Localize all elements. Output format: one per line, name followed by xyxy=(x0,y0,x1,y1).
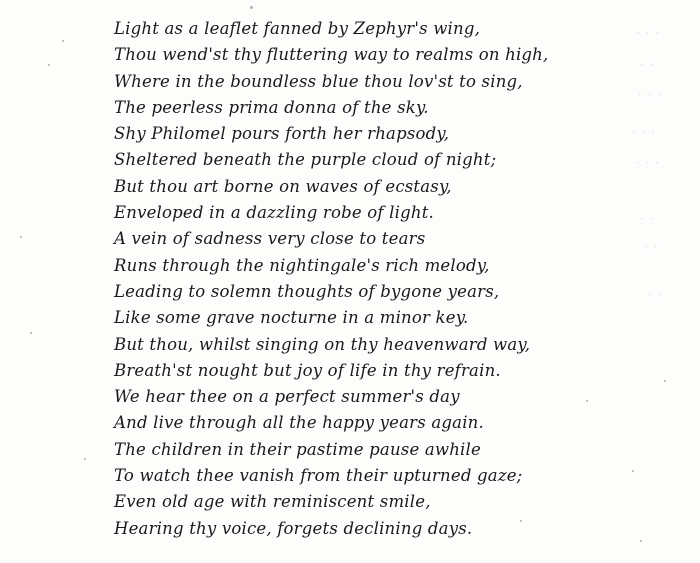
poem-line: Sheltered beneath the purple cloud of night; xyxy=(114,150,497,170)
poem-line: We hear thee on a perfect summer's day xyxy=(114,387,460,407)
poem-line: Where in the boundless blue thou lov'st to sing, xyxy=(114,71,523,91)
show-through-mark: · · · xyxy=(636,156,661,170)
scan-speck xyxy=(30,332,32,334)
poem-line: Like some grave nocturne in a minor key. xyxy=(114,308,469,328)
show-through-mark: · · xyxy=(648,288,663,302)
poem-line: But thou art borne on waves of ecstasy, xyxy=(114,176,452,196)
poem-line: Runs through the nightingale's rich melody, xyxy=(114,255,490,275)
poem-line: Even old age with reminiscent smile, xyxy=(114,492,431,512)
scan-speck xyxy=(586,400,588,402)
scan-speck xyxy=(62,40,64,42)
poem-line: Light as a leaflet fanned by Zephyr's wing, xyxy=(114,19,481,38)
scan-speck xyxy=(250,6,253,9)
poem-line: Breath'st nought but joy of life in thy refrain. xyxy=(114,360,501,380)
poem-line: A vein of sadness very close to tears xyxy=(114,229,426,249)
scan-speck xyxy=(640,540,642,542)
poem-line: To watch thee vanish from their upturned gaze; xyxy=(114,466,523,486)
show-through-mark: · · · xyxy=(632,126,657,140)
poem-line: The children in their pastime pause awhile xyxy=(114,439,481,459)
poem-line: Leading to solemn thoughts of bygone years, xyxy=(114,281,500,301)
show-through-mark: · · xyxy=(644,240,659,254)
poem-line: And live through all the happy years again. xyxy=(114,413,484,433)
show-through-mark: · · xyxy=(640,212,655,226)
scan-speck xyxy=(84,458,86,460)
poem-line: Hearing thy voice, forgets declining days. xyxy=(114,518,473,538)
poem-stanza xyxy=(114,16,548,542)
poem-line: Thou wend'st thy fluttering way to realms on high, xyxy=(114,45,549,65)
poem-line: Enveloped in a dazzling robe of light. xyxy=(114,203,435,223)
scan-speck xyxy=(632,470,634,472)
poem-line: Shy Philomel pours forth her rhapsody, xyxy=(114,124,450,144)
scan-speck xyxy=(20,236,22,238)
poem-line: But thou, whilst singing on thy heavenward way, xyxy=(114,334,531,354)
show-through-mark: · · · xyxy=(636,26,661,40)
poem-line: The peerless prima donna of the sky. xyxy=(114,97,429,117)
scan-speck xyxy=(48,64,50,66)
scan-speck xyxy=(664,380,666,382)
show-through-mark: · · · xyxy=(638,88,663,102)
show-through-mark: · · xyxy=(640,58,655,72)
